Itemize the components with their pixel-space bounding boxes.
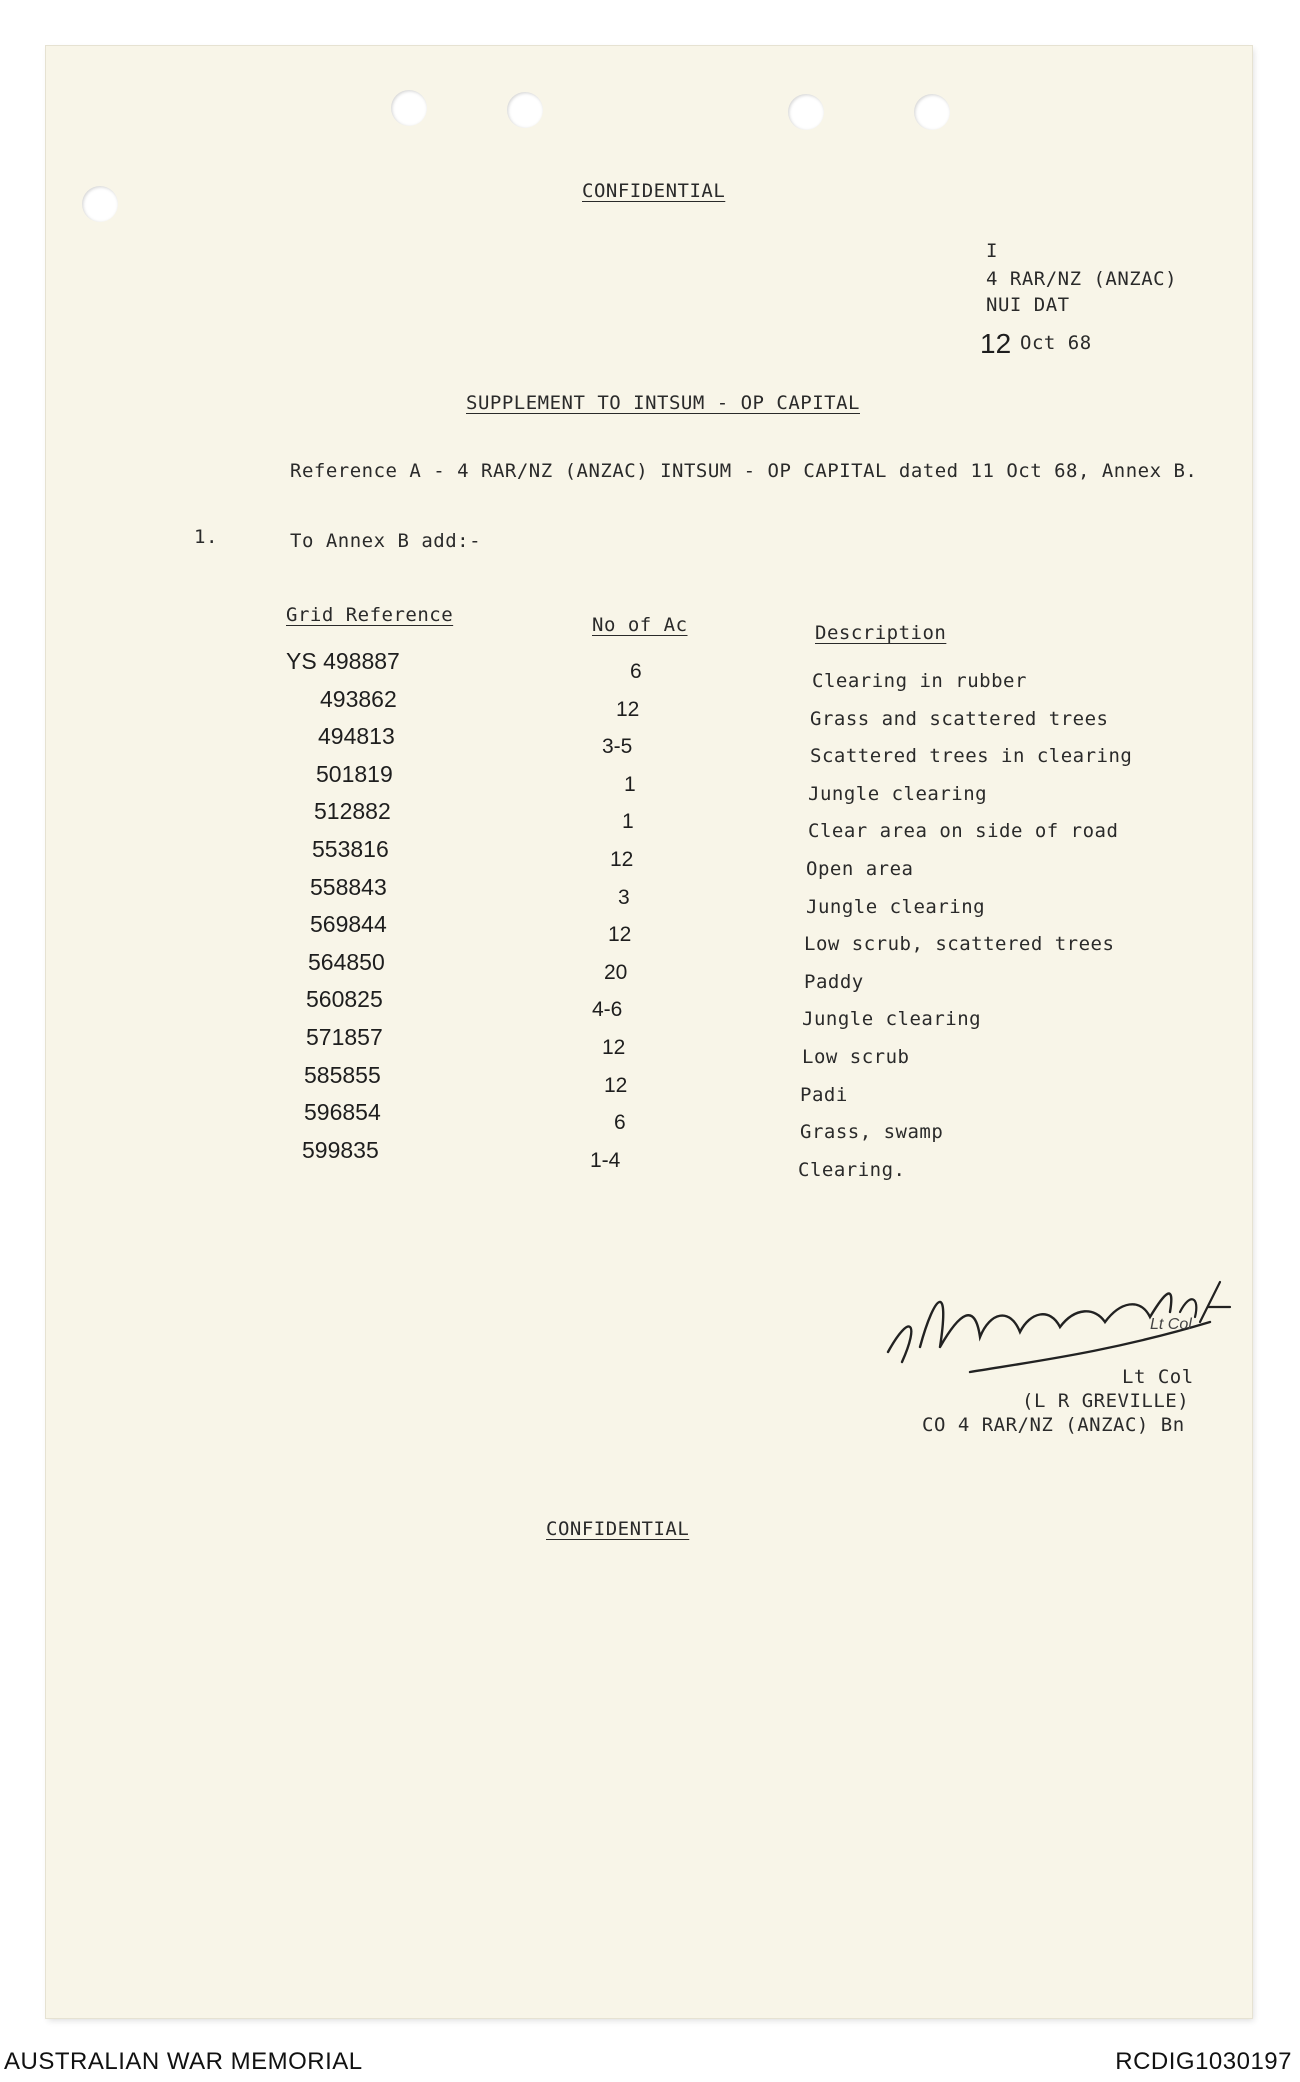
aircraft-count-cell: 6 (630, 660, 642, 683)
grid-reference-cell: 501819 (316, 761, 393, 787)
signatory-name: (L R GREVILLE) (1022, 1390, 1190, 1412)
aircraft-count-cell: 1 (624, 773, 636, 796)
column-header-description: Description (815, 622, 947, 644)
signatory-rank: Lt Col (1122, 1366, 1194, 1388)
grid-reference-cell: 493862 (320, 686, 397, 712)
description-cell: Low scrub (802, 1046, 910, 1068)
punch-hole (391, 90, 427, 126)
description-cell: Paddy (804, 971, 864, 993)
paragraph-number: 1. (194, 526, 218, 548)
description-cell: Grass and scattered trees (810, 708, 1109, 730)
description-cell: Jungle clearing (802, 1008, 982, 1030)
description-cell: Jungle clearing (808, 783, 988, 805)
column-header-grid: Grid Reference (286, 604, 454, 626)
aircraft-count-cell: 12 (610, 848, 634, 871)
description-cell: Padi (800, 1084, 848, 1106)
aircraft-count-cell: 12 (604, 1074, 628, 1097)
punch-hole (914, 94, 950, 130)
punch-hole (82, 186, 118, 222)
aircraft-count-cell: 3 (618, 886, 630, 909)
document-title: SUPPLEMENT TO INTSUM - OP CAPITAL (466, 392, 860, 414)
grid-reference-cell: 512882 (314, 798, 391, 824)
description-cell: Open area (806, 858, 914, 880)
aircraft-count-cell: 12 (602, 1036, 626, 1059)
aircraft-count-cell: 12 (616, 698, 640, 721)
paragraph-text: To Annex B add:- (290, 530, 482, 552)
grid-reference-cell: 599835 (302, 1137, 379, 1163)
description-cell: Low scrub, scattered trees (804, 933, 1115, 955)
grid-reference-cell: 494813 (318, 723, 395, 749)
grid-reference-cell: 553816 (312, 836, 389, 862)
grid-reference-cell: 585855 (304, 1062, 381, 1088)
description-cell: Clearing in rubber (812, 670, 1027, 692)
reference-line: Reference A - 4 RAR/NZ (ANZAC) INTSUM - OP CAPITAL dated 11 Oct 68, Annex B. (290, 460, 1198, 482)
signature-annotation: Lt Col (1150, 1316, 1192, 1333)
aircraft-count-cell: 6 (614, 1111, 626, 1134)
grid-reference-cell: YS 498887 (286, 648, 400, 674)
unit-line: 4 RAR/NZ (ANZAC) (986, 268, 1178, 290)
punch-hole (507, 92, 543, 128)
grid-reference-cell: 596854 (304, 1099, 381, 1125)
aircraft-count-cell: 12 (608, 923, 632, 946)
punch-hole (788, 94, 824, 130)
copy-marker: I (986, 240, 998, 262)
aircraft-count-cell: 3-5 (602, 735, 633, 758)
description-cell: Clearing. (798, 1159, 906, 1181)
aircraft-count-cell: 1-4 (590, 1149, 621, 1172)
date-month-year: Oct 68 (1020, 332, 1092, 354)
grid-reference-cell: 558843 (310, 874, 387, 900)
archive-source: AUSTRALIAN WAR MEMORIAL (4, 2048, 363, 2075)
aircraft-count-cell: 20 (604, 961, 628, 984)
classification-top: CONFIDENTIAL (582, 180, 726, 202)
column-header-aircraft: No of Ac (592, 614, 688, 636)
description-cell: Grass, swamp (800, 1121, 944, 1143)
description-cell: Clear area on side of road (808, 820, 1119, 842)
description-cell: Scattered trees in clearing (810, 745, 1133, 767)
grid-reference-cell: 564850 (308, 949, 385, 975)
grid-reference-cell: 569844 (310, 911, 387, 937)
grid-reference-cell: 560825 (306, 986, 383, 1012)
grid-reference-cell: 571857 (306, 1024, 383, 1050)
aircraft-count-cell: 4-6 (592, 998, 623, 1021)
archive-id: RCDIG1030197 (1115, 2048, 1292, 2075)
classification-bottom: CONFIDENTIAL (546, 1518, 690, 1540)
signatory-appointment: CO 4 RAR/NZ (ANZAC) Bn (922, 1414, 1185, 1436)
location-line: NUI DAT (986, 294, 1070, 316)
description-cell: Jungle clearing (806, 896, 986, 918)
aircraft-count-cell: 1 (622, 810, 634, 833)
date-day-handwritten: 12 (980, 328, 1012, 359)
